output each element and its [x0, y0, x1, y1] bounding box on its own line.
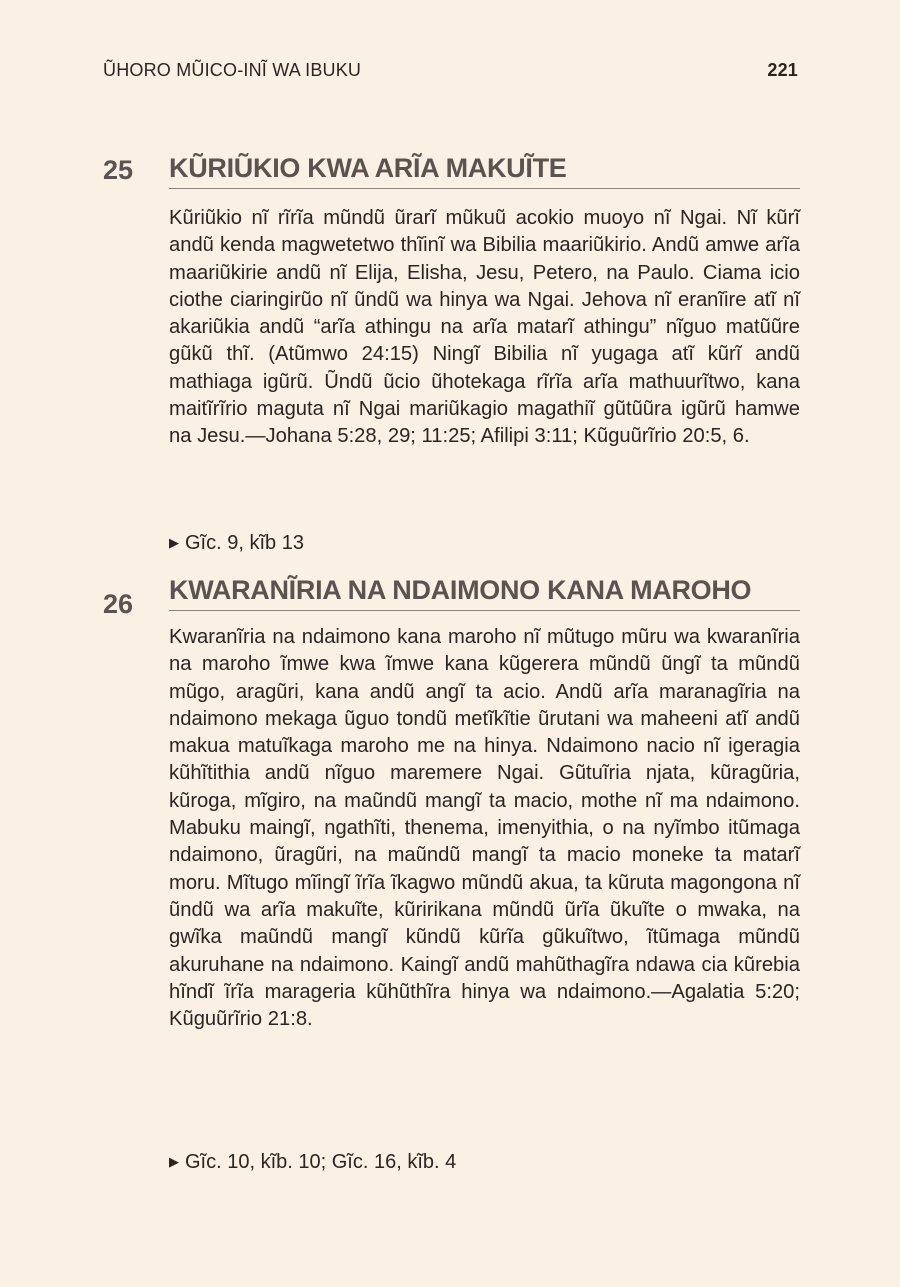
entry-paragraph: Kwaranĩria na ndaimono kana maroho nĩ mũtugo mũru wa kwaranĩria na maroho ĩmwe kwa ĩmwe kana kũgerera mũndũ ũngĩ ta mũndũ mũgo, aragũri, kana andũ angĩ ta acio. Andũ arĩa maranagĩria na ndaimono mekaga ũguo tondũ metĩkĩtie ũrutani wa maheeni atĩ andũ makua matuĩkaga maroho me na hinya. Ndaimono nacio nĩ igeragia kũhĩtithia andũ nĩguo maremere Ngai. Gũtuĩria njata, kũragũria, kũroga, mĩgiro, na maũndũ mangĩ ta macio, mothe nĩ ma ndaimono. Mabuku maingĩ, ngathĩti, thenema, imenyithia, o na nyĩmbo itũmaga ndaimono, ũragũri, na maũndũ mangĩ ta macio moneke ta matarĩ moru. Mĩtugo mĩingĩ ĩrĩa ĩkagwo mũndũ akua, ta kũruta magongona nĩ ũndũ wa arĩa makuĩte, kũririkana mũndũ ũrĩa ũkuĩte o mwaka, na gwĩka maũndũ mangĩ kũndũ kũrĩa gũkuĩtwo, ĩtũmaga mũndũ akuruhane na ndaimono. Kaingĩ andũ mahũthagĩra ndawa cia kũrebia hĩndĩ ĩrĩa marageria kũhũthĩra hinya wa ndaimono.—Agalatia 5:20; Kũguũrĩrio 21:8.	[169, 626, 800, 1031]
entry-body	[169, 205, 800, 451]
arrow-right-icon: ▶	[169, 535, 179, 550]
running-title: ŨHORO MŨICO-INĨ WA IBUKU	[103, 60, 362, 80]
entry-title: KWARANĨRIA NA NDAIMONO KANA MAROHO	[169, 575, 800, 611]
entry-number: 25	[103, 155, 134, 185]
entry-paragraph: Kũriũkio nĩ rĩrĩa mũndũ ũrarĩ mũkuũ acokio muoyo nĩ Ngai. Nĩ kũrĩ andũ kenda magwetetwo thĩinĩ wa Bibilia maariũkirio. Andũ amwe arĩa maariũkirie andũ nĩ Elija, Elisha, Jesu, Petero, na Paulo. Ciama icio ciothe ciaringirũo nĩ ũndũ wa hinya wa Ngai. Jehova nĩ eranĩire atĩ nĩ akariũkia andũ “arĩa athingu na arĩa matarĩ athingu” nĩguo matũũre gũkũ thĩ. (Atũmwo 24:15) Ningĩ Bibilia nĩ yugaga atĩ kũrĩ andũ mathiaga igũrũ. Ũndũ ũcio ũhotekaga rĩrĩa arĩa mathuurĩtwo, kana maitĩrĩrio maguta nĩ Ngai mariũkagio magathiĩ gũtũũra igũrũ hamwe na Jesu.—Johana 5:28, 29; 11:25; Afilipi 3:11; Kũguũrĩrio 20:5, 6.	[169, 207, 800, 448]
page-number: 221	[767, 60, 798, 80]
running-header	[103, 60, 798, 81]
arrow-right-icon: ▶	[169, 1154, 179, 1169]
glossary-entry-25	[103, 153, 800, 563]
cross-reference-text: Gĩc. 9, kĩb 13	[185, 532, 304, 554]
cross-reference-text: Gĩc. 10, kĩb. 10; Gĩc. 16, kĩb. 4	[185, 1151, 457, 1173]
cross-reference-link[interactable]	[169, 532, 304, 555]
cross-reference-link[interactable]	[169, 1151, 456, 1174]
glossary-entry-26	[103, 575, 800, 1185]
entry-body	[169, 624, 800, 1033]
entry-number: 26	[103, 589, 134, 619]
entry-title: KŨRIŨKIO KWA ARĨA MAKUĨTE	[169, 153, 800, 189]
